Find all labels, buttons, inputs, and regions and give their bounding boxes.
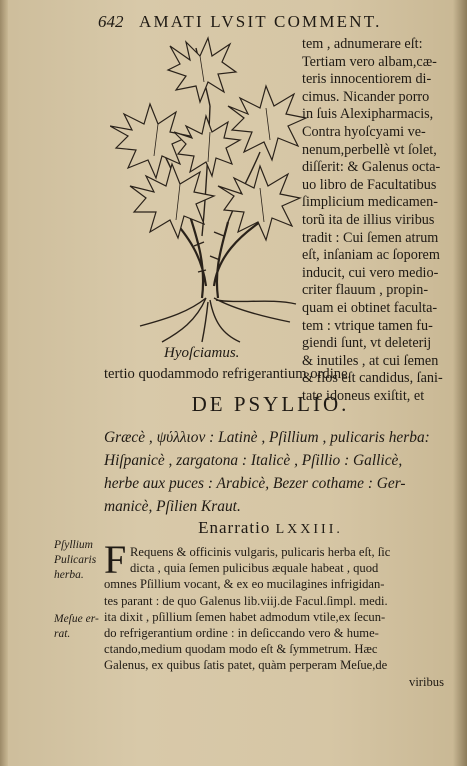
names-line: Græcè , ψύλλιον : Latinè , Pſillium , pulicaris herba: <box>104 429 430 446</box>
page-edge-shadow <box>453 0 467 766</box>
body-line: ctando,medium quodam modo eſt & ſymmetrum. Hæc <box>104 642 378 657</box>
running-title: AMATI LVSIT COMMENT. <box>139 12 382 31</box>
text-line: tate idoneus exiſtit, et <box>302 387 425 404</box>
text-line: & inutiles , at cui ſemen <box>302 352 439 369</box>
body-line: do refrigerantium ordine : in deſiccando vero & humе- <box>104 626 379 641</box>
plant-illustration <box>110 36 308 346</box>
text-line: uo libro de Facultatibus <box>302 176 437 193</box>
enarratio-heading <box>98 518 443 538</box>
body-line: tes parant : de quo Galenus lib.viij.de Facul.ſimpl. medi. <box>104 593 388 608</box>
body-line: Galenus, ex quibus ſatis patet, quàm perperam Meſue,de <box>104 658 388 673</box>
enarratio-number: LXXIII. <box>275 522 343 537</box>
figure-caption: Hyoſciamus. <box>164 345 240 361</box>
enarratio-label: Enarratio <box>198 518 271 537</box>
text-line: giendi ſunt, vt deleterij <box>302 335 432 352</box>
margin-note-line: Pſyllium <box>54 539 93 551</box>
text-line: tem : vtrique tamen fu- <box>302 317 433 334</box>
text-line: teris innocentiorem di- <box>302 71 432 88</box>
closing-line: tertio quodammodo refrigerantium ordine. <box>104 366 352 382</box>
plant-names-paragraph <box>104 426 449 518</box>
margin-note-line: herba. <box>54 569 84 581</box>
margin-note-line: Meſue er- <box>54 613 99 625</box>
page-number: 642 <box>98 12 124 31</box>
text-line: diſſerit: & Galenus octa- <box>302 159 441 176</box>
section-heading: DE PSYLLIO. <box>191 392 350 416</box>
text-line: tem , adnumerare eſt: <box>302 36 423 52</box>
margin-note-line: Pulicaris <box>54 554 97 566</box>
text-line: nenum,perbellè vt ſolet, <box>302 141 437 158</box>
text-line: & flos eſt candidus, ſani- <box>302 370 443 387</box>
running-head <box>98 12 448 34</box>
text-line: quam ei obtinet faculta- <box>302 299 438 316</box>
text-line: in ſuis Alexipharmacis, <box>302 106 434 123</box>
text-line: Contra hyoſcyami ve- <box>302 123 426 140</box>
text-line: cimus. Nicander porro <box>302 88 430 105</box>
text-line: tradit : Cui ſemen atrum <box>302 229 439 246</box>
body-line: viribus <box>409 674 444 689</box>
margin-note-mesue <box>54 612 99 642</box>
page-gutter-shadow <box>0 0 8 766</box>
names-line: manicè, Pſilien Kraut. <box>104 498 241 515</box>
names-line: Hiſpanicè , zargatona : Italicè , Pſillio : Gallicè, <box>104 452 403 469</box>
body-line: Requens & officinis vulgaris, pulicaris herba eſt, ſic <box>130 545 391 559</box>
text-line: criter flauum , propin- <box>302 282 429 299</box>
text-line: Tertiam vero albam,cæ- <box>302 53 437 70</box>
text-line: eſt, inſaniam ac ſoporem <box>302 247 440 264</box>
margin-note-line: rat. <box>54 628 71 640</box>
commentary-body <box>104 544 444 690</box>
henbane-woodcut <box>110 36 308 346</box>
drop-capital: F <box>104 537 127 582</box>
body-line: omnes Pſillium vocant, & ex eo mucilagines infrigidan- <box>104 577 385 592</box>
body-line: dicta , quia ſemen pulicibus æquale habeat , quod <box>130 561 379 576</box>
text-line: ſimplicium medicamen- <box>302 194 438 211</box>
text-line: inducit, cui vero medio- <box>302 264 439 281</box>
text-line: torũ ita de illius viribus <box>302 211 435 228</box>
body-line: ita dixit , pſillium ſemen habet admodum vtile,ex ſecun- <box>104 609 386 624</box>
names-line: herbe aux puces : Arabicè, Bezer cothame : Ger- <box>104 475 406 492</box>
right-column-text <box>302 36 450 405</box>
margin-note-psyllium <box>54 538 96 583</box>
